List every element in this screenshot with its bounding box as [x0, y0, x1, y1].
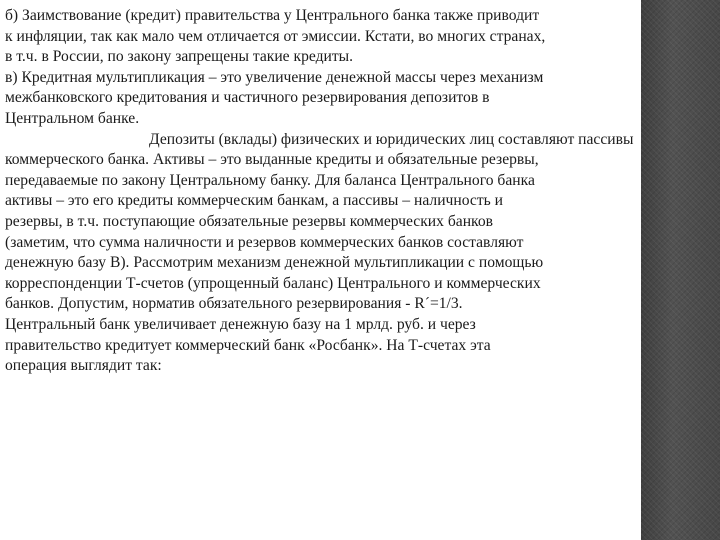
text-line: Центральном банке.: [5, 109, 140, 127]
text-line: корреспонденции Т-счетов (упрощенный баланс) Центрального и коммерческих: [5, 274, 541, 292]
text-line: передаваемые по закону Центральному банку. Для баланса Центрального банка: [5, 171, 535, 189]
text-line: к инфляции, так как мало чем отличается от эмиссии. Кстати, во многих странах,: [5, 27, 546, 45]
decorative-side-panel: [641, 0, 720, 540]
text-line: активы – это его кредиты коммерческим банкам, а пассивы – наличность и: [5, 192, 504, 210]
text-line: (заметим, что сумма наличности и резервов коммерческих банков составляют: [5, 233, 524, 251]
text-line: б) Заимствование (кредит) правительства у Центрального банка также приводит: [5, 7, 540, 24]
text-line: Центральный банк увеличивает денежную базу на 1 мрлд. руб. и через: [5, 315, 476, 333]
text-line: денежную базу В). Рассмотрим механизм денежной мультипликации с помощью: [5, 254, 544, 272]
text-line: межбанковского кредитования и частичного резервирования депозитов в: [5, 89, 490, 107]
text-line-indented: Депозиты (вклады) физических и юридических лиц составляют пассивы: [149, 130, 634, 148]
text-line: операция выглядит так:: [5, 357, 162, 375]
text-line: в т.ч. в России, по закону запрещены такие кредиты.: [5, 48, 354, 66]
text-line: правительство кредитует коммерческий банк «Росбанк». На Т-счетах эта: [5, 336, 491, 354]
text-line: в) Кредитная мультипликация – это увеличение денежной массы через механизм: [5, 68, 544, 86]
slide-body-text: [5, 6, 639, 377]
text-line: банков. Допустим, норматив обязательного резервирования - R´=1/3.: [5, 295, 463, 313]
text-line: коммерческого банка. Активы – это выданные кредиты и обязательные резервы,: [5, 151, 539, 169]
text-line: резервы, в т.ч. поступающие обязательные резервы коммерческих банков: [5, 212, 493, 230]
